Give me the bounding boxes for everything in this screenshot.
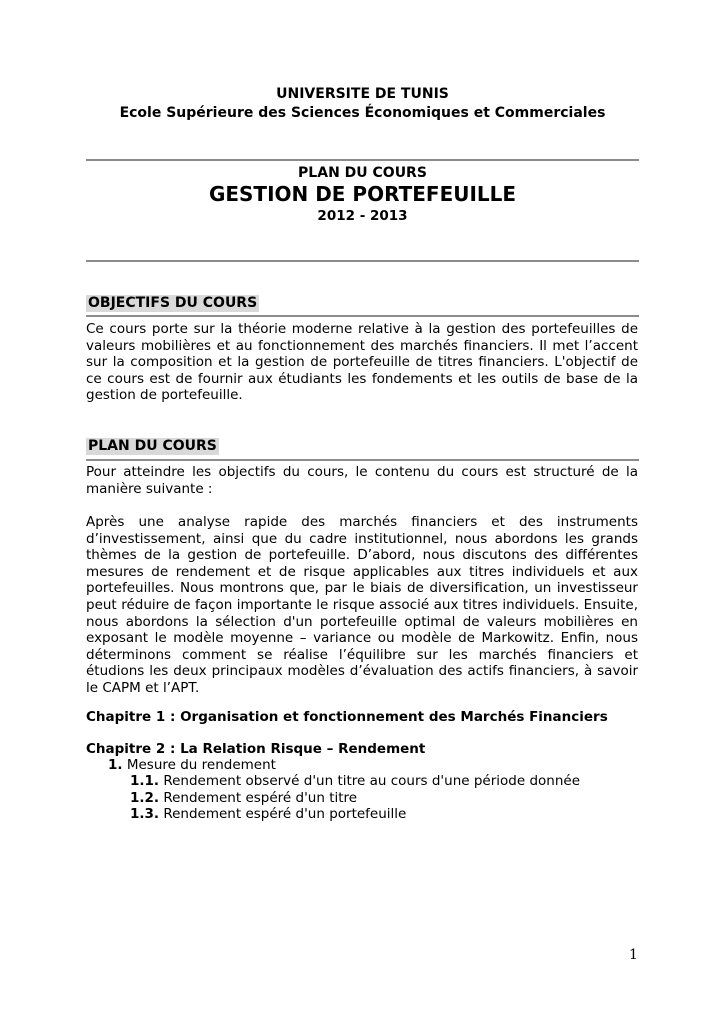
chapter-2-heading: Chapitre 2 : La Relation Risque – Rendement bbox=[86, 741, 426, 757]
page-number: 1 bbox=[629, 947, 638, 963]
university-name: UNIVERSITE DE TUNIS bbox=[276, 86, 449, 102]
document-title: GESTION DE PORTEFEUILLE bbox=[208, 182, 517, 206]
list-item bbox=[108, 757, 276, 774]
list-item-number: 1. bbox=[108, 757, 123, 773]
plan-body-paragraph: Après une analyse rapide des marchés financiers et des instruments d’investissement, ainsi que du cadre institutionnel, nous abordons les grands thèmes de la gestion de portefeuille. D’abord, nous discutons des différentes mesures de rendement et de risque applicables aux titres individuels et aux portefeuilles. Nous montrons que, par le biais de diversification, un investisseur peut réduire de façon importante le risque associé aux titres individuels. Ensuite, nous abordons la sélection d'un portefeuille optimal de valeurs mobilières en exposant le modèle moyenne – variance ou modèle de Markowitz. Enfin, nous déterminons comment se réalise l’équilibre sur les marchés financiers et étudions les deux principaux modèles d’évaluation des actifs financiers, à savoir le CAPM et l’APT. bbox=[86, 514, 638, 696]
objectifs-paragraph: Ce cours porte sur la théorie moderne relative à la gestion des portefeuilles de valeurs mobilières et au fonctionnement des marchés financiers. Il met l’accent sur la composition et la gestion de portefeuille de titres financiers. L'objectif de ce cours est de fournir aux étudiants les fondements et les outils de base de la gestion de portefeuille. bbox=[86, 321, 638, 404]
bottom-rule bbox=[86, 260, 639, 262]
list-item-number: 1.3. bbox=[130, 806, 160, 822]
list-item bbox=[130, 806, 406, 823]
school-name: Ecole Supérieure des Sciences Économiques et Commerciales bbox=[119, 105, 606, 121]
list-item-number: 1.2. bbox=[130, 790, 160, 806]
section-rule-objectifs bbox=[86, 315, 639, 317]
list-item-number: 1.1. bbox=[130, 773, 160, 789]
list-item-text: Rendement observé d'un titre au cours d'une période donnée bbox=[163, 773, 581, 789]
list-item bbox=[130, 790, 357, 807]
top-rule bbox=[86, 159, 639, 161]
list-item-text: Rendement espéré d'un portefeuille bbox=[163, 806, 407, 822]
section-rule-plan bbox=[86, 459, 639, 461]
academic-year: 2012 - 2013 bbox=[317, 208, 408, 224]
list-item-text: Mesure du rendement bbox=[126, 757, 276, 773]
list-item bbox=[130, 773, 580, 790]
chapter-1-heading: Chapitre 1 : Organisation et fonctionnement des Marchés Financiers bbox=[86, 709, 608, 725]
plan-intro-paragraph: Pour atteindre les objectifs du cours, le contenu du cours est structuré de la manière suivante : bbox=[86, 464, 638, 497]
list-item-text: Rendement espéré d'un titre bbox=[163, 790, 358, 806]
section-heading-plan: PLAN DU COURS bbox=[88, 438, 217, 454]
section-heading-objectifs: OBJECTIFS DU COURS bbox=[88, 295, 258, 311]
document-subtitle: PLAN DU COURS bbox=[298, 165, 427, 181]
